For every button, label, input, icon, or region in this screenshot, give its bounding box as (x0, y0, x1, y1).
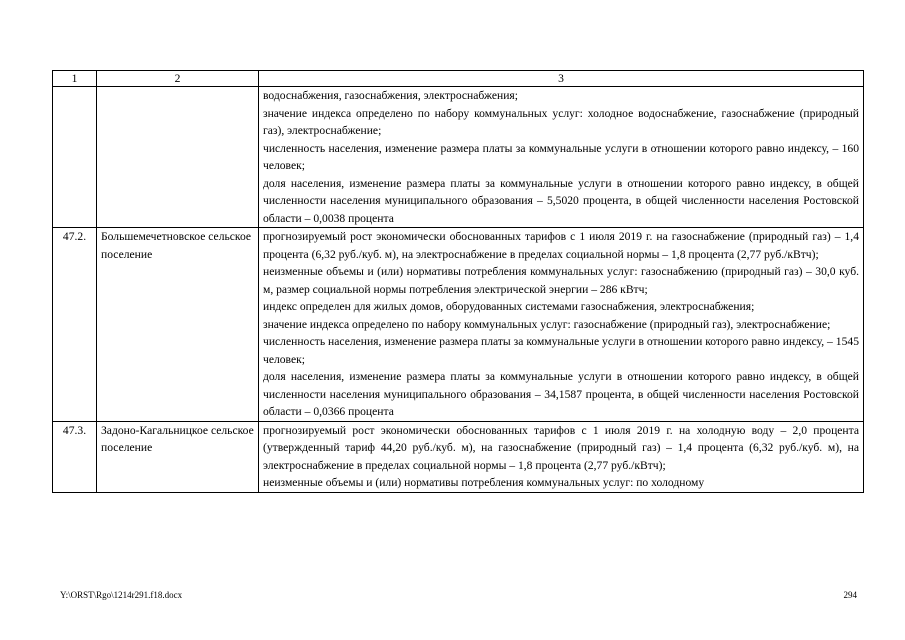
table-row (53, 228, 864, 422)
footer-page-number: 294 (843, 590, 857, 600)
row-number: 47.2. (53, 228, 97, 422)
description-paragraph: прогнозируемый рост экономически обоснованных тарифов с 1 июля 2019 г. на холодную воду – 2,0 процента (утвержденный тариф 44,20 руб./куб. м), на газоснабжение (природный газ) – 1,4 процента (6,32 руб./куб. м), на электроснабжение в пределах социальной нормы – 1,8 процента (2,77 руб./кВтч); (263, 423, 859, 472)
row-description (259, 228, 864, 422)
description-paragraph: неизменные объемы и (или) нормативы потребления коммунальных услуг: газоснабжению (природный газ) – 30,0 куб. м, размер социальной нормы потребления электрической энергии – 286 кВтч; (263, 265, 859, 296)
row-description (259, 421, 864, 492)
header-cell-2: 2 (97, 71, 259, 87)
description-paragraph: индекс определен для жилых домов, оборудованных системами газоснабжения, электроснабжения; (263, 300, 755, 313)
description-paragraph: численность населения, изменение размера платы за коммунальные услуги в отношении которого равно индексу, – 1545 человек; (263, 335, 859, 366)
settlement-name (97, 87, 259, 228)
header-cell-1: 1 (53, 71, 97, 87)
table-body (53, 87, 864, 493)
table-row (53, 421, 864, 492)
header-cell-3: 3 (259, 71, 864, 87)
document-table (52, 70, 864, 493)
settlement-name: Большемечетновское сельское поселение (97, 228, 259, 422)
description-paragraph: доля населения, изменение размера платы за коммунальные услуги в отношении которого равно индексу, в общей численности населения муниципального образования – 34,1587 процента, в общей численности населения Ростовской области – 0,0366 процента (263, 370, 859, 418)
settlement-name: Задоно-Кагальницкое сельское поселение (97, 421, 259, 492)
table-row (53, 87, 864, 228)
description-paragraph: прогнозируемый рост экономически обоснованных тарифов с 1 июля 2019 г. на газоснабжение (природный газ) – 1,4 процента (6,32 руб./куб. м), на электроснабжение в пределах социальной нормы – 1,8 процента (2,77 руб./кВтч); (263, 230, 859, 261)
description-paragraph: значение индекса определено по набору коммунальных услуг: холодное водоснабжение, газоснабжение (природный газ), электроснабжение; (263, 106, 859, 137)
row-number: 47.3. (53, 421, 97, 492)
row-description (259, 87, 864, 228)
footer-file-path: Y:\ORST\Rgo\1214r291.f18.docx (60, 590, 183, 600)
description-paragraph: доля населения, изменение размера платы за коммунальные услуги в отношении которого равно индексу, в общей численности населения муниципального образования – 5,5020 процента, в общей численности населения Ростовской области – 0,0038 процента (263, 176, 859, 225)
description-paragraph: численность населения, изменение размера платы за коммунальные услуги в отношении которого равно индексу, – 160 человек; (263, 141, 859, 172)
description-paragraph: неизменные объемы и (или) нормативы потребления коммунальных услуг: по холодному (263, 476, 705, 489)
description-paragraph: водоснабжения, газоснабжения, электроснабжения; (263, 89, 518, 102)
description-paragraph: значение индекса определено по набору коммунальных услуг: газоснабжение (природный газ), электроснабжение; (263, 317, 831, 331)
row-number (53, 87, 97, 228)
table-header-row (53, 71, 864, 87)
